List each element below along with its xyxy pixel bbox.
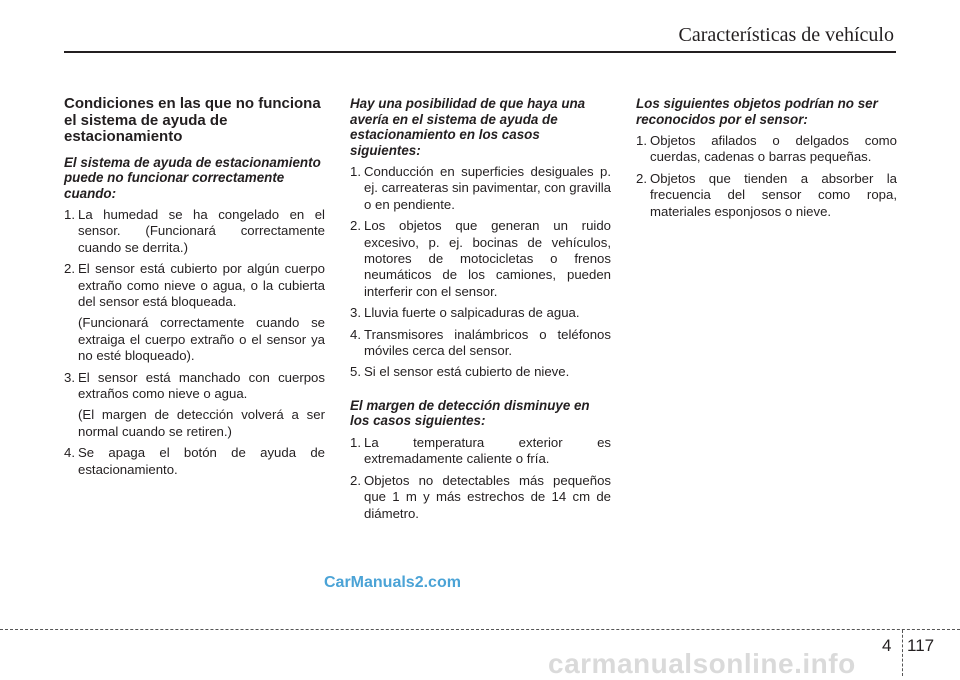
section-heading: Condiciones en las que no funciona el sistema de ayuda de estacionamiento: [64, 95, 321, 145]
subheading-conditions: El sistema de ayuda de estacionamiento puede no funcionar correctamente cuando:: [64, 154, 321, 201]
list-item: 4. Se apaga el botón de ayuda de estacionamiento.: [64, 445, 325, 477]
list-item: 3. El sensor está manchado con cuerpos extraños como nieve o agua.: [64, 369, 325, 402]
subheading-detection-range: El margen de detección disminuye en los casos siguientes:: [350, 397, 590, 429]
subheading-malfunction: Hay una posibilidad de que haya una avería en el sistema de ayuda de estacionamiento en los casos siguientes:: [350, 96, 586, 158]
column-1: [64, 96, 325, 483]
list-item: 5. Si el sensor está cubierto de nieve.: [350, 364, 570, 380]
list-item: 1. La humedad se ha congelado en el sensor. (Funcionará correctamente cuando se derrita.): [64, 207, 325, 255]
footer-rule: [0, 629, 960, 630]
column-2: [350, 96, 611, 527]
footer-separator: [902, 630, 903, 676]
watermark-link[interactable]: CarManuals2.com: [324, 574, 461, 591]
list-item: 4. Transmisores inalámbricos o teléfonos móviles cerca del sensor.: [350, 326, 611, 359]
list-item: 2. Los objetos que generan un ruido excesivo, p. ej. bocinas de vehículos, motores de motocicletas o frenos neumáticos de los camiones, pueden interferir con el sensor.: [350, 218, 611, 299]
list-item: 2. Objetos no detectables más pequeños que 1 m y más estrechos de 14 cm de diámetro.: [350, 472, 611, 521]
list-item: 1. La temperatura exterior es extremadamente caliente o fría.: [350, 434, 611, 467]
column-3: [636, 96, 897, 225]
list-note: (Funcionará correctamente cuando se extraiga el cuerpo extraño o el sensor ya no esté bloqueado).: [78, 315, 325, 364]
header-rule: [64, 51, 896, 53]
subheading-not-recognized: Los siguientes objetos podrían no ser reconocidos por el sensor:: [636, 96, 878, 127]
list-note: (El margen de detección volverá a ser normal cuando se retiren.): [78, 407, 325, 439]
list-item: 1. Conducción en superficies desiguales p. ej. carreateras sin pavimentar, con gravilla o en pendiente.: [350, 164, 612, 212]
list-item: 3. Lluvia fuerte o salpicaduras de agua.: [350, 305, 580, 321]
page-number: 117: [907, 636, 935, 655]
chapter-number: 4: [882, 636, 892, 655]
list-item: 2. El sensor está cubierto por algún cuerpo extraño como nieve o agua, o la cubierta del sensor está bloqueada.: [64, 261, 325, 310]
page-header-title: Características de vehículo: [678, 24, 894, 46]
list-item: 2. Objetos que tienden a absorber la frecuencia del sensor como ropa, materiales esponjosos o nieve.: [636, 170, 897, 219]
list-item: 1. Objetos afilados o delgados como cuerdas, cadenas o barras pequeñas.: [636, 133, 897, 165]
footer-watermark: carmanualsonline.info: [548, 648, 856, 679]
